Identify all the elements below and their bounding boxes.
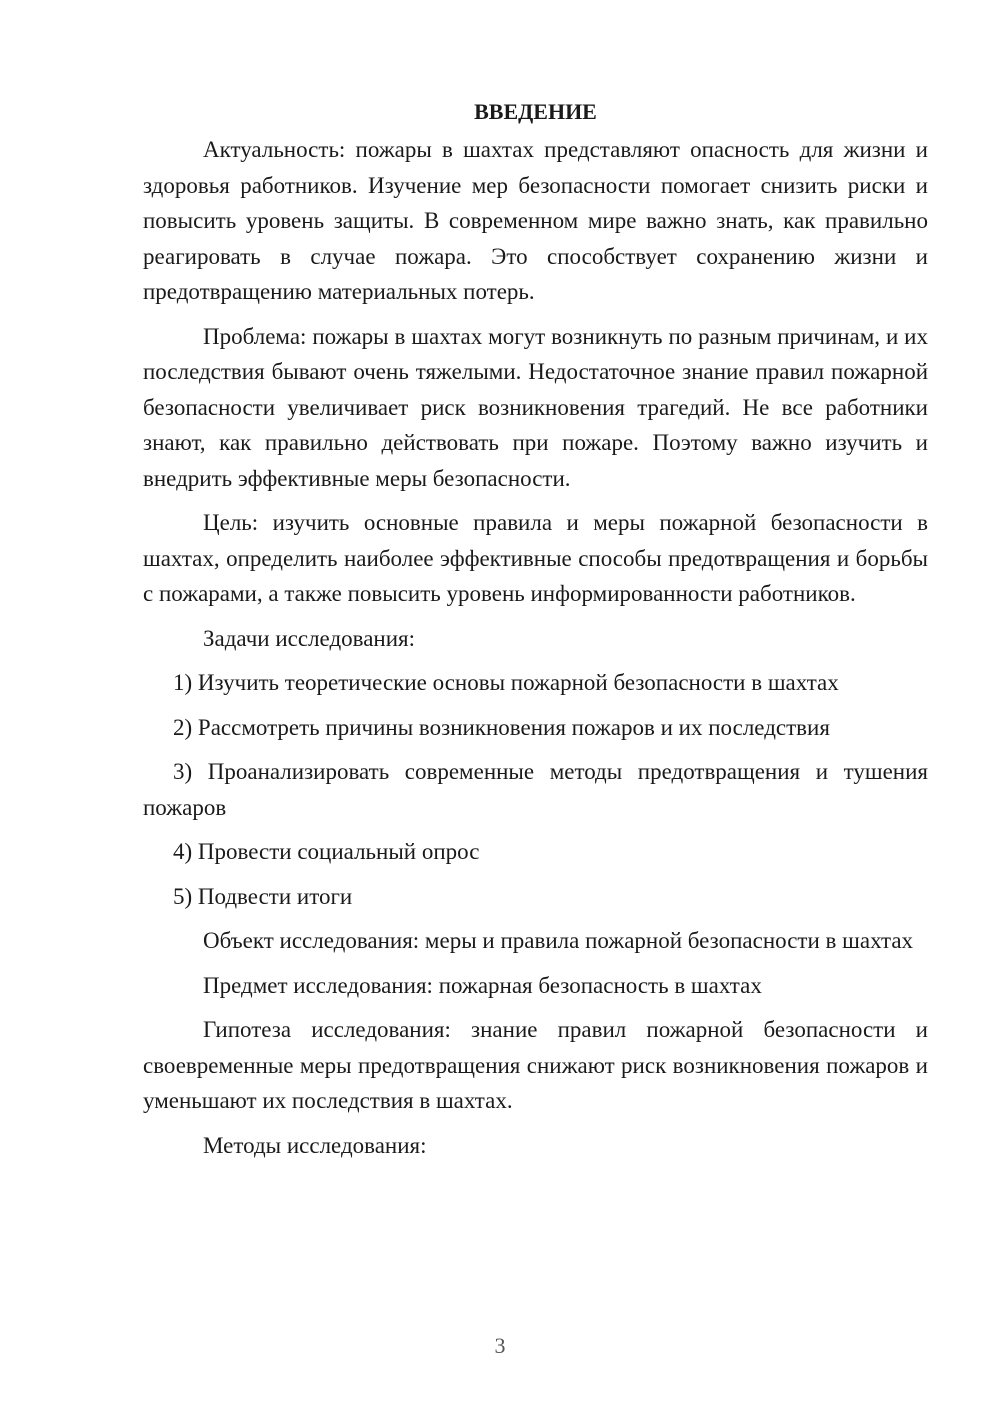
page-number: 3 <box>494 1333 506 1358</box>
task-item-1: 1) Изучить теоретические основы пожарной безопасности в шахтах <box>173 670 839 695</box>
tasks-heading: Задачи исследования: <box>203 625 416 651</box>
section-title: ВВЕДЕНИЕ <box>474 99 597 124</box>
page-content <box>143 94 928 1163</box>
task-item-2: 2) Рассмотреть причины возникновения пожаров и их последствия <box>173 714 830 740</box>
relevance-paragraph: Актуальность: пожары в шахтах представляют опасность для жизни и здоровья работников. Изучение мер безопасности помогает снизить риски и повысить уровень защиты. В современном мире важно знать, как правильно реагировать в случае пожара. Это способствует сохранению жизни и предотвращению материальных потерь. <box>143 137 928 304</box>
hypothesis-paragraph: Гипотеза исследования: знание правил пожарной безопасности и своевременные меры предотвращения снижают риск возникновения пожаров и уменьшают их последствия в шахтах. <box>143 1017 928 1113</box>
task-item-3: 3) Проанализировать современные методы предотвращения и тушения пожаров <box>143 759 928 820</box>
subject-paragraph: Предмет исследования: пожарная безопасность в шахтах <box>203 972 762 998</box>
methods-heading: Методы исследования: <box>203 1132 427 1158</box>
task-item-4: 4) Провести социальный опрос <box>173 839 480 864</box>
problem-paragraph: Проблема: пожары в шахтах могут возникнуть по разным причинам, и их последствия бывают очень тяжелыми. Недостаточное знание правил пожарной безопасности увеличивает риск возникновения трагедий. Не все работники знают, как правильно действовать при пожаре. Поэтому важно изучить и внедрить эффективные меры безопасности. <box>143 323 928 491</box>
goal-paragraph: Цель: изучить основные правила и меры пожарной безопасности в шахтах, определить наиболее эффективные способы предотвращения и борьбы с пожарами, а также повысить уровень информированности работников. <box>143 510 928 606</box>
task-item-5: 5) Подвести итоги <box>173 883 353 909</box>
object-paragraph: Объект исследования: меры и правила пожарной безопасности в шахтах <box>203 928 914 953</box>
